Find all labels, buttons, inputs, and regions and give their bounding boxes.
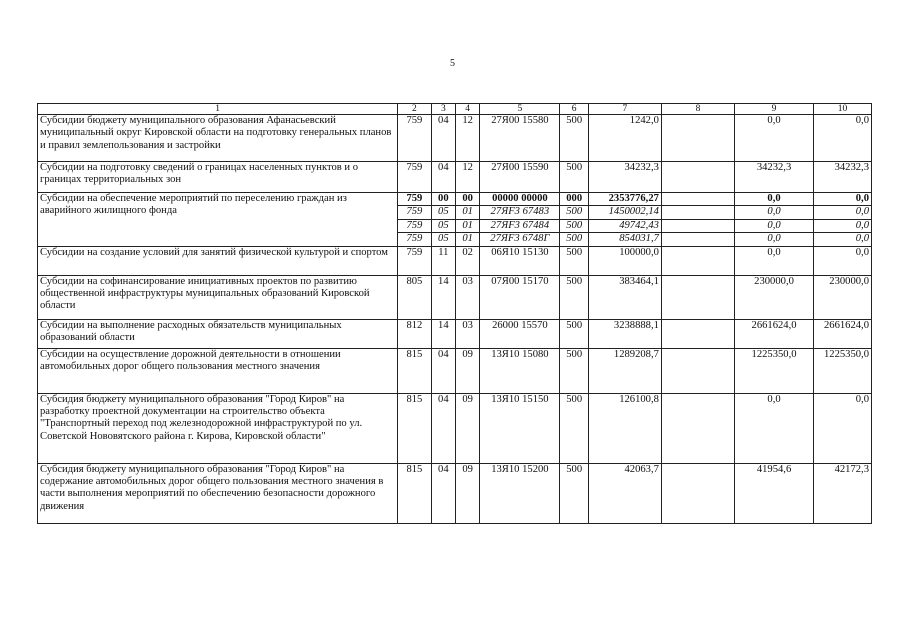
cell-col6: 500 — [560, 348, 588, 393]
cell-col10: 0,0 — [814, 233, 872, 246]
cell-col2: 759 — [398, 233, 431, 246]
cell-col2: 759 — [398, 193, 431, 206]
cell-col4: 01 — [455, 206, 479, 219]
cell-col4: 00 — [455, 193, 479, 206]
cell-col3: 00 — [431, 193, 455, 206]
cell-col7: 126100,8 — [588, 393, 661, 463]
cell-col8 — [661, 463, 734, 523]
cell-col5: 27Я00 15590 — [480, 162, 560, 193]
table-row — [38, 115, 872, 162]
cell-col7: 854031,7 — [588, 233, 661, 246]
cell-col10: 0,0 — [814, 246, 872, 275]
cell-col4: 12 — [455, 115, 479, 162]
cell-col4: 03 — [455, 275, 479, 319]
row-description: Субсидии на обеспечение мероприятий по переселению граждан из аварийного жилищного фонда — [38, 193, 398, 247]
table-row — [38, 348, 872, 393]
cell-col5: 27Я00 15580 — [480, 115, 560, 162]
page-number: 5 — [450, 58, 455, 69]
cell-col7: 1242,0 — [588, 115, 661, 162]
cell-col6: 500 — [560, 463, 588, 523]
cell-col3: 04 — [431, 115, 455, 162]
cell-col5: 13Я10 15080 — [480, 348, 560, 393]
cell-col8 — [661, 393, 734, 463]
col-header: 3 — [431, 104, 455, 115]
cell-col3: 05 — [431, 206, 455, 219]
cell-col3: 04 — [431, 348, 455, 393]
cell-col3: 04 — [431, 162, 455, 193]
row-description: Субсидии на подготовку сведений о границах населенных пунктов и о границах территориальных зон — [38, 162, 398, 193]
cell-col4: 01 — [455, 219, 479, 232]
cell-col9: 0,0 — [734, 193, 813, 206]
cell-col8 — [661, 162, 734, 193]
cell-col6: 000 — [560, 193, 588, 206]
cell-col10: 230000,0 — [814, 275, 872, 319]
cell-col2: 759 — [398, 115, 431, 162]
cell-col5: 27ЯF3 67484 — [480, 219, 560, 232]
cell-col4: 09 — [455, 393, 479, 463]
cell-col2: 815 — [398, 348, 431, 393]
row-description: Субсидия бюджету муниципального образования "Город Киров" на разработку проектной документации на строительство объекта "Транспортный переход под железнодорожной инфраструктурой по ул. Советской Нововятского района г. Кирова, Кировской области" — [38, 393, 398, 463]
cell-col7: 2353776,27 — [588, 193, 661, 206]
table-row — [38, 393, 872, 463]
row-description: Субсидия бюджету муниципального образования "Город Киров" на содержание автомобильных дорог общего пользования местного значения в части выполнения мероприятий по обеспечению безопасности дорожного движения — [38, 463, 398, 523]
cell-col7: 100000,0 — [588, 246, 661, 275]
table-row — [38, 463, 872, 523]
cell-col4: 12 — [455, 162, 479, 193]
cell-col6: 500 — [560, 319, 588, 348]
cell-col6: 500 — [560, 115, 588, 162]
cell-col8 — [661, 246, 734, 275]
cell-col8 — [661, 193, 734, 206]
row-description: Субсидии бюджету муниципального образования Афанасьевский муниципальный округ Кировской области на подготовку генеральных планов и правил землепользования и застройки — [38, 115, 398, 162]
cell-col10: 2661624,0 — [814, 319, 872, 348]
cell-col5: 06Я10 15130 — [480, 246, 560, 275]
cell-col6: 500 — [560, 219, 588, 232]
cell-col7: 49742,43 — [588, 219, 661, 232]
cell-col9: 0,0 — [734, 393, 813, 463]
cell-col5: 00000 00000 — [480, 193, 560, 206]
cell-col9: 230000,0 — [734, 275, 813, 319]
cell-col2: 759 — [398, 162, 431, 193]
cell-col10: 42172,3 — [814, 463, 872, 523]
cell-col2: 759 — [398, 219, 431, 232]
cell-col4: 01 — [455, 233, 479, 246]
cell-col10: 1225350,0 — [814, 348, 872, 393]
cell-col2: 805 — [398, 275, 431, 319]
cell-col2: 815 — [398, 463, 431, 523]
table-row — [38, 246, 872, 275]
cell-col2: 759 — [398, 246, 431, 275]
cell-col8 — [661, 206, 734, 219]
table-row — [38, 319, 872, 348]
cell-col4: 09 — [455, 348, 479, 393]
cell-col9: 0,0 — [734, 246, 813, 275]
cell-col3: 04 — [431, 463, 455, 523]
cell-col3: 05 — [431, 219, 455, 232]
cell-col8 — [661, 319, 734, 348]
cell-col3: 14 — [431, 319, 455, 348]
cell-col6: 500 — [560, 275, 588, 319]
col-header: 5 — [480, 104, 560, 115]
cell-col10: 0,0 — [814, 219, 872, 232]
cell-col5: 26000 15570 — [480, 319, 560, 348]
col-header: 9 — [734, 104, 813, 115]
cell-col8 — [661, 115, 734, 162]
cell-col9: 34232,3 — [734, 162, 813, 193]
row-description: Субсидии на выполнение расходных обязательств муниципальных образований области — [38, 319, 398, 348]
cell-col4: 09 — [455, 463, 479, 523]
cell-col4: 03 — [455, 319, 479, 348]
cell-col9: 0,0 — [734, 219, 813, 232]
cell-col7: 1450002,14 — [588, 206, 661, 219]
cell-col10: 0,0 — [814, 193, 872, 206]
table-row — [38, 275, 872, 319]
table-row — [38, 162, 872, 193]
cell-col6: 500 — [560, 393, 588, 463]
cell-col8 — [661, 275, 734, 319]
cell-col3: 05 — [431, 233, 455, 246]
cell-col10: 0,0 — [814, 115, 872, 162]
cell-col3: 14 — [431, 275, 455, 319]
cell-col7: 1289208,7 — [588, 348, 661, 393]
cell-col7: 34232,3 — [588, 162, 661, 193]
cell-col5: 13Я10 15200 — [480, 463, 560, 523]
cell-col9: 2661624,0 — [734, 319, 813, 348]
cell-col2: 815 — [398, 393, 431, 463]
col-header: 10 — [814, 104, 872, 115]
cell-col10: 34232,3 — [814, 162, 872, 193]
cell-col7: 42063,7 — [588, 463, 661, 523]
cell-col6: 500 — [560, 246, 588, 275]
cell-col9: 1225350,0 — [734, 348, 813, 393]
table-row — [38, 193, 872, 206]
cell-col2: 812 — [398, 319, 431, 348]
col-header: 2 — [398, 104, 431, 115]
cell-col9: 0,0 — [734, 115, 813, 162]
cell-col5: 27ЯF3 6748Г — [480, 233, 560, 246]
cell-col7: 383464,1 — [588, 275, 661, 319]
cell-col6: 500 — [560, 162, 588, 193]
cell-col9: 0,0 — [734, 206, 813, 219]
col-header: 4 — [455, 104, 479, 115]
cell-col5: 07Я00 15170 — [480, 275, 560, 319]
cell-col8 — [661, 233, 734, 246]
cell-col5: 27ЯF3 67483 — [480, 206, 560, 219]
cell-col9: 41954,6 — [734, 463, 813, 523]
cell-col5: 13Я10 15150 — [480, 393, 560, 463]
cell-col2: 759 — [398, 206, 431, 219]
cell-col6: 500 — [560, 233, 588, 246]
cell-col9: 0,0 — [734, 233, 813, 246]
cell-col10: 0,0 — [814, 206, 872, 219]
col-header: 7 — [588, 104, 661, 115]
row-description: Субсидии на создание условий для занятий физической культурой и спортом — [38, 246, 398, 275]
cell-col3: 04 — [431, 393, 455, 463]
cell-col6: 500 — [560, 206, 588, 219]
cell-col4: 02 — [455, 246, 479, 275]
budget-table — [37, 103, 872, 524]
cell-col10: 0,0 — [814, 393, 872, 463]
row-description: Субсидии на осуществление дорожной деятельности в отношении автомобильных дорог общего пользования местного значения — [38, 348, 398, 393]
row-description: Субсидии на софинансирование инициативных проектов по развитию общественной инфраструктуры муниципальных образований Кировской области — [38, 275, 398, 319]
header-row — [38, 104, 872, 115]
col-header: 1 — [38, 104, 398, 115]
cell-col7: 3238888,1 — [588, 319, 661, 348]
cell-col3: 11 — [431, 246, 455, 275]
cell-col8 — [661, 219, 734, 232]
col-header: 6 — [560, 104, 588, 115]
cell-col8 — [661, 348, 734, 393]
col-header: 8 — [661, 104, 734, 115]
